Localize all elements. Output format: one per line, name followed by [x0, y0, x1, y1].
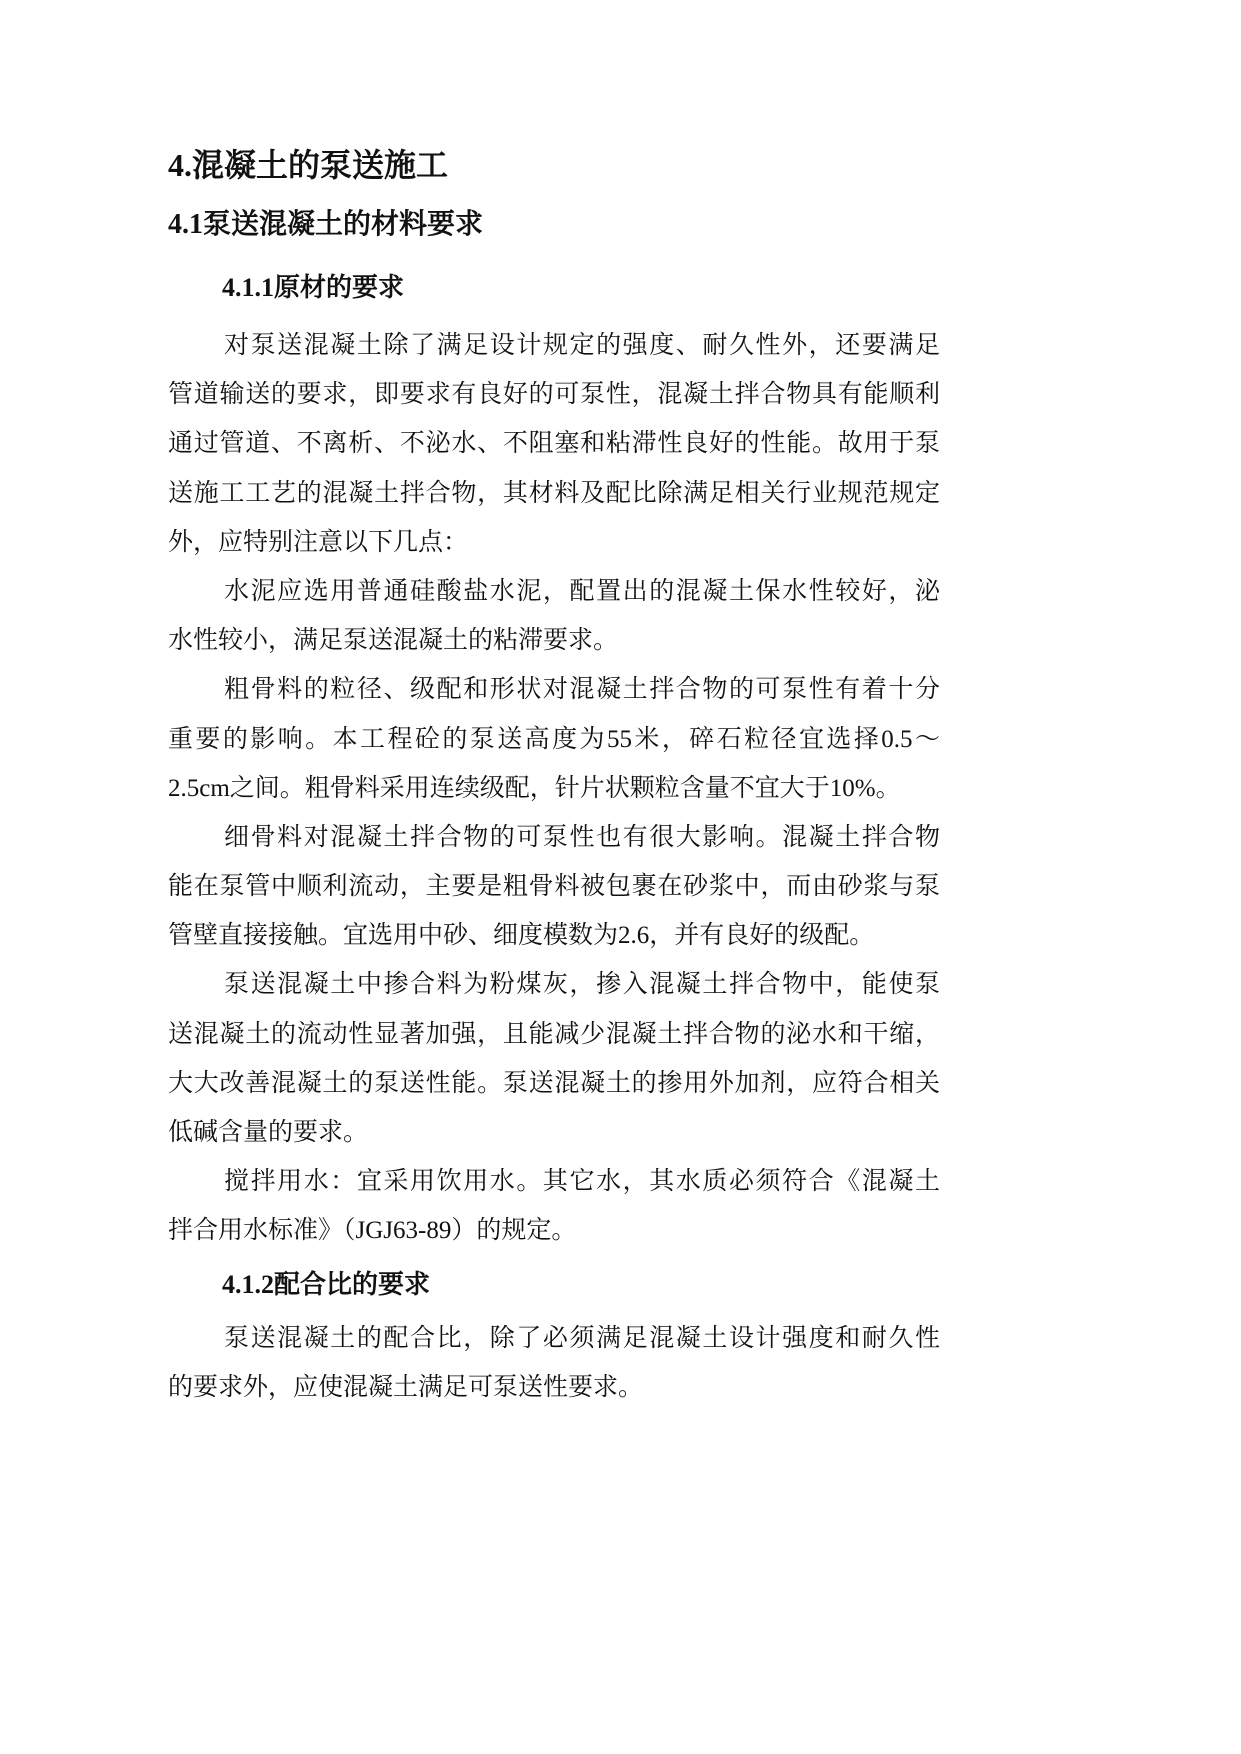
text-line: 搅拌用水：宜采用饮用水。其它水，其水质必须符合《混凝土	[224, 1168, 940, 1196]
body-paragraph	[168, 960, 940, 1157]
text-line: 水性较小，满足泵送混凝土的粘滞要求。	[168, 627, 619, 655]
text-line: 能在泵管中顺利流动，主要是粗骨料被包裹在砂浆中，而由砂浆与泵	[168, 873, 940, 901]
text-line: 泵送混凝土中掺合料为粉煤灰，掺入混凝土拌合物中，能使泵	[224, 971, 940, 999]
subsection-heading-raw-materials: 4.1.1原材的要求	[222, 273, 405, 302]
text-line: 细骨料对混凝土拌合物的可泵性也有很大影响。混凝土拌合物	[224, 823, 940, 851]
text-line: 外，应特别注意以下几点：	[168, 528, 469, 556]
body-paragraph	[168, 1314, 940, 1412]
document-body	[168, 135, 940, 1412]
text-line: 管道输送的要求，即要求有良好的可泵性，混凝土拌合物具有能顺利	[168, 381, 940, 409]
text-line: 拌合用水标准》（JGJ63-89）的规定。	[168, 1217, 577, 1245]
body-paragraph	[168, 665, 940, 813]
chapter-heading: 4.混凝土的泵送施工	[168, 147, 449, 183]
text-line: 粗骨料的粒径、级配和形状对混凝土拌合物的可泵性有着十分	[224, 676, 940, 704]
text-line: 管壁直接接触。宜选用中砂、细度模数为2.6，并有良好的级配。	[168, 922, 875, 950]
text-line: 2.5cm之间。粗骨料采用连续级配，针片状颗粒含量不宜大于10%。	[168, 774, 901, 802]
text-line: 对泵送混凝土除了满足设计规定的强度、耐久性外，还要满足	[224, 332, 940, 359]
section-heading: 4.1泵送混凝土的材料要求	[168, 209, 484, 240]
text-line: 通过管道、不离析、不泌水、不阻塞和粘滞性良好的性能。故用于泵	[168, 430, 940, 458]
text-line: 低碱含量的要求。	[168, 1119, 369, 1146]
text-line: 重要的影响。本工程砼的泵送高度为55米，碎石粒径宜选择0.5～	[168, 725, 940, 753]
text-line: 送混凝土的流动性显著加强，且能减少混凝土拌合物的泌水和干缩，	[168, 1020, 940, 1048]
body-paragraph	[168, 813, 940, 961]
body-paragraph	[168, 1157, 940, 1255]
body-paragraph	[168, 567, 940, 665]
text-line: 大大改善混凝土的泵送性能。泵送混凝土的掺用外加剂，应符合相关	[168, 1069, 940, 1097]
subsection-heading-mix-ratio: 4.1.2配合比的要求	[222, 1269, 431, 1299]
text-line: 送施工工艺的混凝土拌合物，其材料及配比除满足相关行业规范规定	[168, 479, 940, 507]
text-line: 的要求外，应使混凝土满足可泵送性要求。	[168, 1373, 644, 1401]
text-line: 泵送混凝土的配合比，除了必须满足混凝土设计强度和耐久性	[224, 1324, 940, 1352]
body-paragraph	[168, 321, 940, 567]
text-line: 水泥应选用普通硅酸盐水泥，配置出的混凝土保水性较好，泌	[224, 577, 940, 605]
